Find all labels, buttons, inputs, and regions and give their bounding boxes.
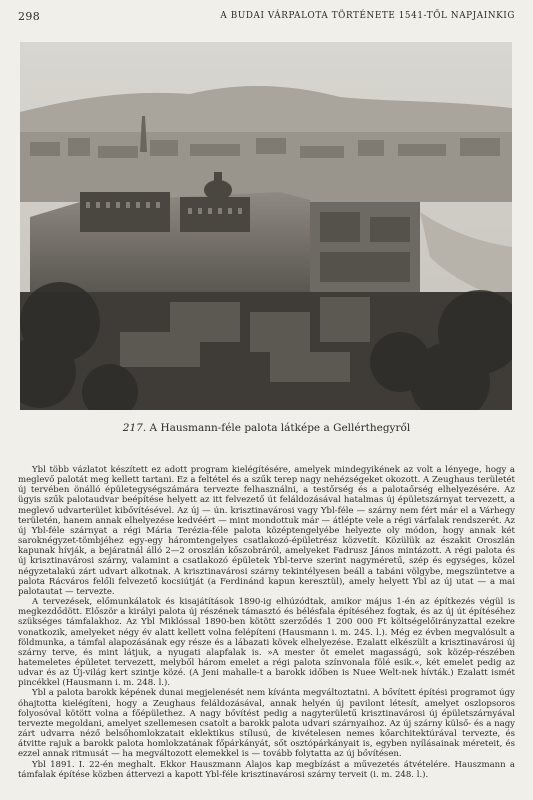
- page-number: 298: [18, 10, 41, 23]
- running-title: A BUDAI VÁRPALOTA TÖRTÉNETE 1541-TŐL NAPJAINKIG: [220, 11, 515, 21]
- page-header: [18, 10, 515, 24]
- city-panorama-photo: [20, 42, 512, 410]
- paragraph: A tervezések, előmunkálatok és kisajátítások 1890-ig elhúzódtak, amikor május 1-én az építkezés végül is megkezdődött. Először a királyi palota új részének támasztó és bélésfala építéséhez fogtak, és az új út építéséhez szükséges támfalakhoz. Az Ybl Miklóssal 1890-ben kötött szerződés 1 200 000 Ft költségelőirányzattal ezekre vonatkozik, amelyeket négy év alatt kellett volna felépíteni (Hausmann i. m. 245. l.). Még ez évben megvalósult a földmunka, a támfal alapozásának egy része és a lábazati kövek elhelyezése. Ezalatt elkészült a krisztinavárosi új szárny terve, és mint látjuk, a nyugati alapfalak is. »A mester öt emelet magasságú, sok közép-részében hatemeletes épületet tervezett, melyből három emelet a régi palota színvonala fölé esik.«, két emelet pedig az udvar és az Új-világ kert szintje közé. (A Jeni mahalle-t a barokk időben is Nuee Welt-nek hívták.) Ezalatt ismét pincékkel (Hausmann i. m. 248. l.).: [18, 597, 515, 689]
- figure-caption: [0, 422, 533, 434]
- paragraph: Ybl 1891. I. 22-én meghalt. Ekkor Hauszmann Alajos kap megbízást a művezetés átvételére. Hauszmann a támfalak építése közben áttervezi a kapott Ybl-féle krisztinavárosi szárny terveit (i. m. 248. l.).: [18, 759, 515, 780]
- body-text: [18, 465, 515, 780]
- paragraph: Ybl a palota barokk képének dunai megjelenését nem kívánta megváltoztatni. A bővített építési programot úgy óhajtotta kielégíteni, hogy a Zeughaus feláldozásával, annak helyén új pavilont létesít, amelyet oszlopsoros folyosóval kötött volna a főépülethez. A nagy bővítést pedig a nagyterületű krisztinavárosi új épületszárnyával tervezte megoldani, amelyet szellemesen csatolt a barokk palota udvari szárnyaihoz. Az új szárny külső- és a nagy zárt udvarra néző belsőhomlokzatait eklektikus stílusú, de kivételesen nemes kőarchitektúrával tervezte, és átvitte rajuk a barokk palota homlokzatának főpárkányát, sőt osztópárkányait is, egyben nyílásainak méreteit, és ezzel annak ritmusát — ha megváltozott elemekkel is — tovább folytatta az új bővítésen.: [18, 688, 515, 760]
- figure-number: 217.: [122, 422, 147, 434]
- paragraph: Ybl több vázlatot készített ez adott program kielégítésére, amelyek mindegyikének az volt a lényege, hogy a meglevő palotát meg kellett tartani. Ez a feltétel és a szűk terep nagy nehézségeket okozott. A Zeughaus területét új tervében önálló épületegységszámára tervezte felhasználni, a testőrség és a palotaőrség elhelyezésére. Az ügyis szűk palotaudvar beépítése helyett az itt felvezető út feláldozásával hatalmas új épületszárnyat tervezett, a meglevő udvarterület kibővítésével. Az új — ún. krisztinavárosi vagy Ybl-féle — szárny nem fért már el a Várhegy területén, hanem annak elhelyezése kedvéért — mint mondottuk már — átlépte vele a régi várfalak rendszerét. Az új Ybl-féle szárnyat a régi Mária Terézia-féle palota középtengelyébe helyezte oly módon, hogy annak két saroknégyzet-tömbjéhez egy-egy háromtengelyes csatlakozó-épületrész közvetít. Közülük az északit Oroszlán kapunak hívják, a bejáratnál álló 2—2 oroszlán kőszobráról, amelyeket Fadrusz János mintázott. A régi palota és új krisztinavárosi szárny, valamint a csatlakozó épületek Ybl-terve szerint nagyméretű, szép és egységes, közel négyzetalakú zárt udvart alkotnak. A krisztinavárosi szárny tekintélyesen beáll a tabáni völgybe, megszüntetve a palota Rácváros felőli felvezető kocsiútját (a Ferdinánd kapun keresztül), amely helyett Ybl az új utat — a mai palotautat — tervezte.: [18, 465, 515, 597]
- figure-caption-text: A Hausmann-féle palota látképe a Gellérthegyről: [149, 422, 411, 434]
